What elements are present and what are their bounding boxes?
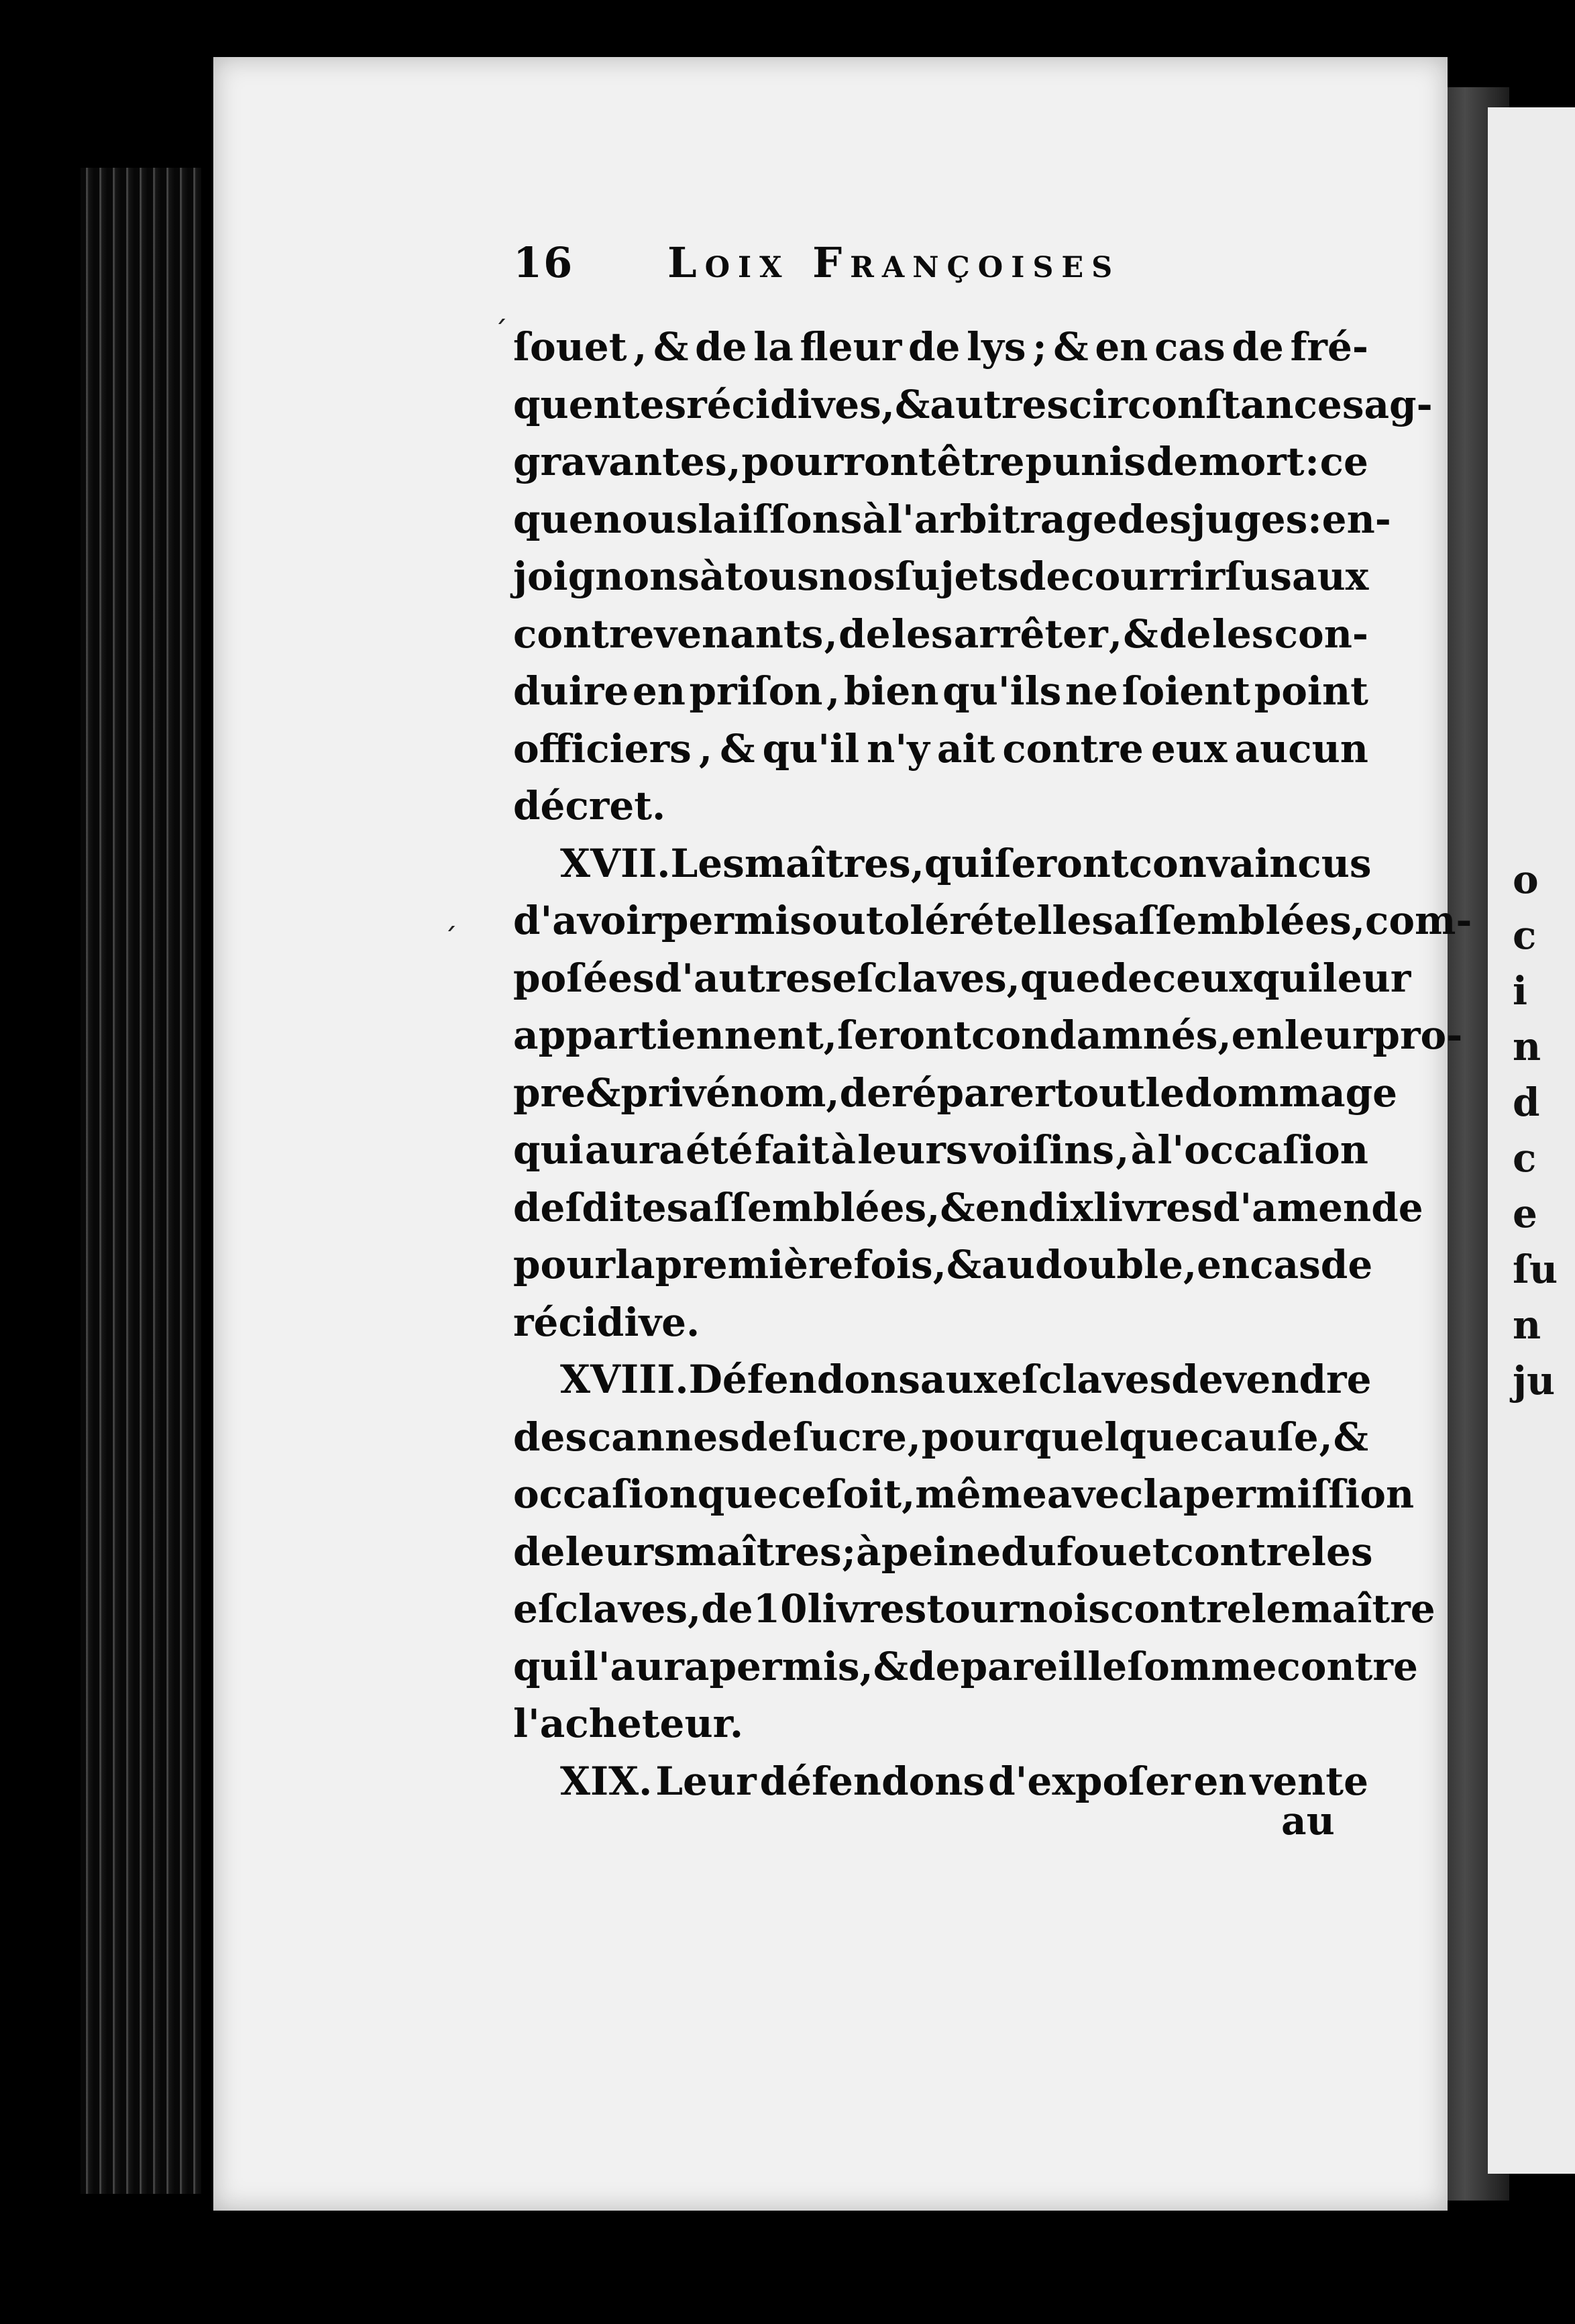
facing-page-fragments <box>1513 852 1575 1409</box>
word: le <box>1145 1069 1185 1116</box>
word: fois <box>853 1242 933 1287</box>
word: vendre <box>1223 1357 1372 1402</box>
word: & <box>586 1069 621 1116</box>
word: permis <box>661 898 812 943</box>
word: dix <box>1028 1184 1093 1230</box>
word: de <box>695 324 747 370</box>
word: le <box>1251 1586 1291 1632</box>
word: ou <box>811 898 866 943</box>
text-line <box>513 1581 1435 1638</box>
text-line <box>513 892 1472 950</box>
word: eſclaves <box>513 1586 688 1632</box>
word: être <box>936 439 1025 484</box>
word: convaincus <box>1128 840 1372 886</box>
text-line <box>513 1294 1368 1352</box>
word: tous <box>724 553 819 599</box>
word: à <box>830 1127 857 1173</box>
text-line <box>513 491 1391 549</box>
word: circonſtances <box>1069 381 1364 427</box>
word: nom <box>730 1069 826 1116</box>
word: eſclaves <box>997 1357 1172 1402</box>
word: tournois <box>926 1586 1111 1632</box>
text-line <box>513 1409 1368 1467</box>
word: ag- <box>1364 381 1433 427</box>
word: , <box>1183 1242 1197 1287</box>
word: ; <box>1032 324 1047 370</box>
word: punis <box>1025 439 1146 484</box>
word: , <box>1108 611 1123 657</box>
word: aſſemblées <box>1114 898 1352 943</box>
word: cannes <box>587 1414 740 1460</box>
word: , <box>1217 1012 1232 1058</box>
word: aux <box>920 1357 997 1402</box>
word: la <box>614 1242 655 1287</box>
word: poſées <box>513 955 655 1001</box>
word: les <box>1211 611 1274 657</box>
word: , <box>823 1012 837 1058</box>
word: , <box>926 1184 940 1230</box>
word: & <box>720 725 755 772</box>
word: de <box>1100 955 1152 1001</box>
word: en- <box>1321 496 1391 542</box>
word: première <box>655 1242 854 1287</box>
facing-fragment: n <box>1513 1024 1541 1069</box>
word: défendons <box>759 1758 985 1804</box>
word: ce <box>777 1471 826 1517</box>
word: aura <box>584 1127 684 1173</box>
word: autres <box>930 381 1069 427</box>
word: laiſſons <box>698 496 863 542</box>
word: joignons <box>513 553 700 599</box>
text-line <box>513 548 1368 606</box>
word: en <box>975 1184 1028 1230</box>
word: leur <box>1284 1012 1373 1058</box>
word: , <box>907 1414 921 1460</box>
word: aucun <box>1234 725 1368 772</box>
word: de <box>1146 439 1199 484</box>
facing-fragment: ju <box>1513 1358 1556 1404</box>
word: d'expoſer <box>988 1758 1191 1804</box>
word: ſomme <box>1127 1643 1277 1689</box>
word: pour <box>921 1414 1024 1460</box>
word: à <box>856 1528 881 1575</box>
word: point <box>1254 668 1368 714</box>
page-edge-stack <box>80 168 201 2194</box>
word: peine <box>881 1528 1001 1575</box>
word: que <box>513 496 594 542</box>
margin-tick-mark: ˊ <box>443 922 457 957</box>
word: cas <box>1154 324 1226 370</box>
word: livres <box>1093 1184 1213 1230</box>
word: ſoit <box>826 1471 902 1517</box>
word: toléré <box>865 898 995 943</box>
text-line <box>513 1638 1418 1696</box>
word: contre <box>1002 725 1144 772</box>
body-text <box>513 319 1472 1810</box>
word: permiſſion <box>1183 1471 1415 1517</box>
word: pareille <box>960 1643 1128 1689</box>
word: décret. <box>513 783 666 829</box>
word: ne <box>1065 668 1118 714</box>
word: , <box>826 1069 840 1116</box>
facing-fragment: o <box>1513 857 1539 902</box>
facing-fragment: c <box>1513 1135 1537 1181</box>
word: , <box>633 324 647 370</box>
running-header <box>513 238 1368 319</box>
word: ce <box>1319 439 1368 484</box>
word: , <box>688 1586 702 1632</box>
word: qu'il <box>762 725 860 772</box>
text-line <box>513 319 1368 376</box>
word: contre <box>1277 1643 1418 1689</box>
word: été <box>686 1127 753 1173</box>
word: l'acheteur. <box>513 1701 744 1746</box>
word: & <box>873 1643 909 1689</box>
word: deſdites <box>513 1184 689 1230</box>
word: maîtres <box>675 1528 842 1575</box>
text-line <box>513 950 1411 1008</box>
word: n'y <box>867 725 930 772</box>
word: pre <box>513 1069 586 1116</box>
word: aſſemblées <box>688 1184 927 1230</box>
text-line <box>513 376 1433 434</box>
word: d'amende <box>1212 1184 1423 1230</box>
word: d'autres <box>654 955 832 1001</box>
facing-fragment: i <box>1513 968 1528 1014</box>
word: eſclaves <box>832 955 1007 1001</box>
text-line <box>513 1122 1368 1179</box>
word: de <box>740 1414 793 1460</box>
word: leur <box>1322 955 1411 1001</box>
word: bien <box>843 668 939 714</box>
word: priſon <box>689 668 823 714</box>
word: ; <box>841 1528 857 1575</box>
word: qui <box>513 1127 584 1173</box>
word: qui <box>513 1643 584 1689</box>
word: dommage <box>1185 1069 1398 1116</box>
word: mort <box>1199 439 1305 484</box>
text-line <box>513 1065 1398 1122</box>
word: , <box>902 1471 916 1517</box>
word: , <box>698 725 713 772</box>
word: aux <box>1291 553 1369 599</box>
text-line <box>513 606 1368 664</box>
word: au <box>981 1242 1036 1287</box>
word: contre <box>1110 1586 1252 1632</box>
word: vente <box>1250 1758 1368 1804</box>
word: arrêter <box>953 611 1108 657</box>
text-line <box>513 778 1368 835</box>
word: , <box>727 439 741 484</box>
text-line <box>513 1695 1368 1753</box>
word: & <box>895 381 930 427</box>
text-line <box>513 1351 1372 1409</box>
word: lys <box>967 324 1026 370</box>
catchword: au <box>1281 1798 1335 1844</box>
margin-tick-mark: ˊ <box>493 315 508 350</box>
word: & <box>1053 324 1089 370</box>
word: ſeront <box>836 1012 972 1058</box>
word: con- <box>1274 611 1368 657</box>
word: courrir <box>1071 553 1226 599</box>
word: en <box>1193 1758 1247 1804</box>
text-line <box>513 433 1368 491</box>
word: appartiennent <box>513 1012 824 1058</box>
word: avec <box>1046 1471 1144 1517</box>
word: des <box>513 1414 588 1460</box>
word: : <box>1307 496 1322 542</box>
word: ſoient <box>1122 668 1251 714</box>
word: les <box>891 611 953 657</box>
word: ſujets <box>895 553 1019 599</box>
word: occaſion <box>513 1471 698 1517</box>
word: fouet <box>1056 1528 1171 1575</box>
word: de <box>1018 553 1071 599</box>
word: de <box>908 1643 961 1689</box>
word: de <box>839 1069 892 1116</box>
word: Les <box>670 840 745 886</box>
word: l'aura <box>583 1643 710 1689</box>
word: telles <box>994 898 1114 943</box>
word: & <box>653 324 689 370</box>
word: l'occaſion <box>1157 1127 1368 1173</box>
word: fait <box>754 1127 830 1173</box>
word: 10 <box>753 1586 808 1632</box>
word: juges <box>1191 496 1308 542</box>
word: , <box>910 840 924 886</box>
text-line <box>513 1466 1415 1524</box>
page-text-block <box>513 238 1472 1810</box>
word: en <box>1231 1012 1285 1058</box>
word: & <box>946 1242 982 1287</box>
text-line <box>513 1753 1368 1811</box>
word: condamnés <box>971 1012 1218 1058</box>
word: qui <box>1252 955 1323 1001</box>
word: à <box>862 496 887 542</box>
word: , <box>824 611 838 657</box>
word: XIX. <box>560 1758 653 1804</box>
word: ceux <box>1152 955 1252 1001</box>
word: que <box>697 1471 778 1517</box>
word: , <box>1116 1127 1130 1173</box>
text-line <box>513 1007 1463 1065</box>
word: , <box>1319 1414 1333 1460</box>
word: officiers <box>513 725 692 772</box>
word: contrevenants <box>513 611 824 657</box>
word: de <box>908 324 961 370</box>
word: Leur <box>655 1758 757 1804</box>
word: ſus <box>1225 553 1292 599</box>
word: en <box>632 668 686 714</box>
word: du <box>1001 1528 1056 1575</box>
facing-fragment: c <box>1513 912 1537 958</box>
word: com- <box>1365 898 1472 943</box>
word: de <box>701 1586 753 1632</box>
word: fré- <box>1290 324 1368 370</box>
word: livres <box>807 1586 927 1632</box>
word: leurs <box>565 1528 675 1575</box>
word: XVII. <box>560 840 671 886</box>
word: , <box>881 381 895 427</box>
word: de <box>1320 1242 1373 1287</box>
word: maîtres <box>744 840 911 886</box>
word: ſouet <box>513 324 627 370</box>
word: les <box>1311 1528 1373 1575</box>
word: de <box>1159 611 1211 657</box>
word: ſucre <box>792 1414 907 1460</box>
word: tout <box>1054 1069 1146 1116</box>
word: récidive. <box>513 1299 700 1345</box>
word: d'avoir <box>513 898 661 943</box>
word: quelque <box>1024 1414 1199 1460</box>
word: à <box>1130 1127 1156 1173</box>
word: , <box>1351 898 1366 943</box>
facing-fragment: d <box>1513 1079 1540 1125</box>
word: quentes <box>513 381 687 427</box>
word: nous <box>593 496 698 542</box>
word: fleur <box>800 324 902 370</box>
word: , <box>932 1242 946 1287</box>
word: nos <box>818 553 895 599</box>
word: cauſe <box>1199 1414 1319 1460</box>
word: qu'ils <box>942 668 1062 714</box>
word: & <box>1123 611 1158 657</box>
word: récidives <box>686 381 881 427</box>
word: pour <box>513 1242 615 1287</box>
word: double <box>1035 1242 1183 1287</box>
facing-fragment: ſu <box>1513 1247 1558 1292</box>
word: , <box>826 668 840 714</box>
word: & <box>940 1184 975 1230</box>
word: pro- <box>1372 1012 1463 1058</box>
word: ait <box>936 725 995 772</box>
word: de <box>1232 324 1284 370</box>
page-number: 16 <box>513 238 574 287</box>
word: Défendons <box>688 1357 920 1402</box>
word: de <box>838 611 891 657</box>
word: réparer <box>891 1069 1055 1116</box>
word: , <box>859 1643 873 1689</box>
word: à <box>699 553 725 599</box>
word: ſeront <box>994 840 1129 886</box>
running-title: Loix Françoises <box>667 238 1121 287</box>
facing-fragment: n <box>1513 1302 1541 1348</box>
word: permis <box>709 1643 860 1689</box>
word: la <box>753 324 794 370</box>
word: des <box>1117 496 1191 542</box>
word: cas <box>1250 1242 1321 1287</box>
word: , <box>1006 955 1020 1001</box>
word: la <box>1143 1471 1183 1517</box>
word: de <box>1171 1357 1224 1402</box>
word: même <box>915 1471 1047 1517</box>
word: & <box>1333 1414 1368 1460</box>
word: duire <box>513 668 629 714</box>
word: en <box>1197 1242 1250 1287</box>
text-line <box>513 663 1368 721</box>
word: maître <box>1291 1586 1435 1632</box>
word: eux <box>1150 725 1228 772</box>
word: leurs <box>857 1127 968 1173</box>
word: que <box>1020 955 1101 1001</box>
text-line <box>513 1524 1373 1581</box>
word: gravantes <box>513 439 727 484</box>
word: de <box>513 1528 565 1575</box>
facing-fragment: e <box>1513 1191 1537 1236</box>
word: : <box>1305 439 1319 484</box>
word: voiſins <box>969 1127 1114 1173</box>
text-line <box>513 835 1372 893</box>
word: pourront <box>741 439 936 484</box>
word: contre <box>1170 1528 1311 1575</box>
text-line <box>513 1179 1423 1237</box>
word: qui <box>924 840 995 886</box>
word: l'arbitrage <box>887 496 1118 542</box>
word: XVIII. <box>560 1357 689 1402</box>
word: privé <box>620 1069 731 1116</box>
word: en <box>1095 324 1148 370</box>
text-line <box>513 1236 1373 1294</box>
text-line <box>513 721 1368 778</box>
